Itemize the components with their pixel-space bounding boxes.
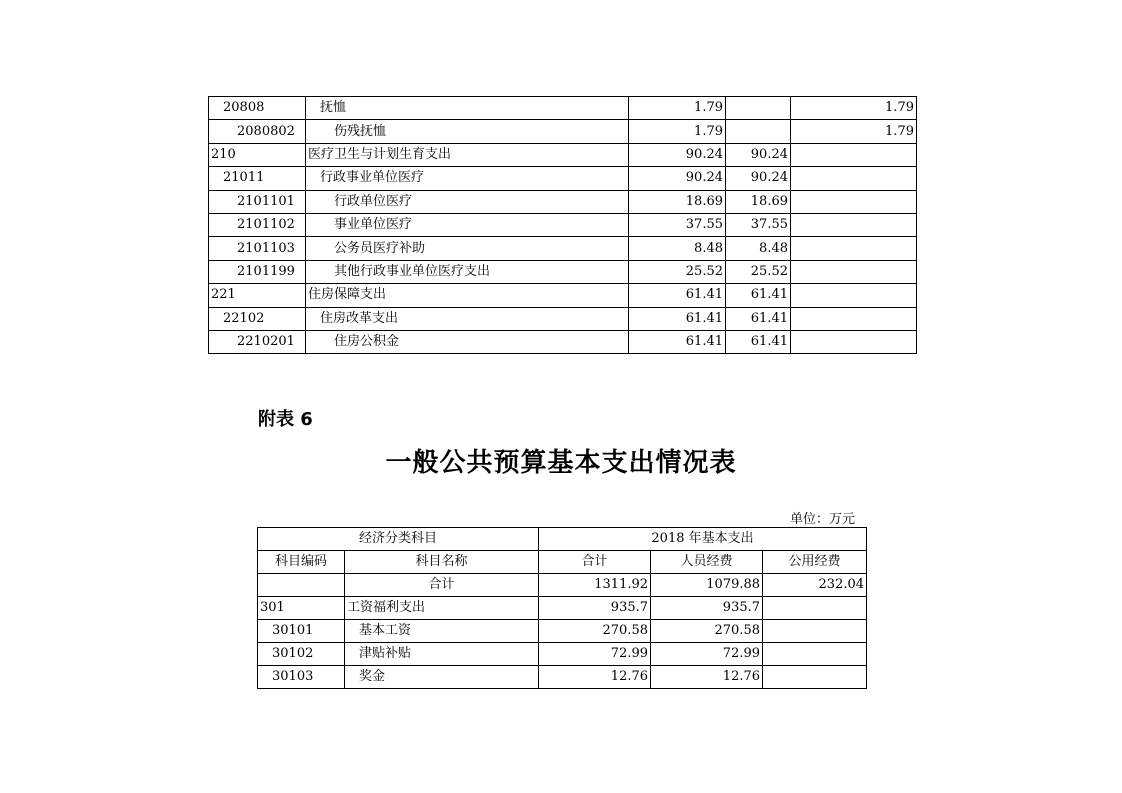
basic-expenditure-cell: 18.69 bbox=[726, 190, 791, 213]
table-row bbox=[209, 330, 917, 353]
project-expenditure-cell bbox=[791, 190, 917, 213]
table-row bbox=[209, 260, 917, 283]
total-cell: 270.58 bbox=[539, 620, 651, 643]
subject-code-cell: 30101 bbox=[258, 620, 345, 643]
subject-name-cell: 津贴补贴 bbox=[345, 643, 539, 666]
table-row bbox=[209, 307, 917, 330]
subject-code-cell: 2080802 bbox=[209, 120, 306, 143]
project-expenditure-cell bbox=[791, 260, 917, 283]
subject-name-cell: 抚恤 bbox=[306, 97, 629, 120]
total-cell: 25.52 bbox=[629, 260, 726, 283]
total-row bbox=[258, 574, 867, 597]
project-expenditure-cell: 1.79 bbox=[791, 120, 917, 143]
header-group-row bbox=[258, 528, 867, 551]
total-cell: 37.55 bbox=[629, 213, 726, 236]
subject-name-cell: 行政单位医疗 bbox=[306, 190, 629, 213]
subject-name-cell: 奖金 bbox=[345, 666, 539, 689]
subject-name-cell: 医疗卫生与计划生育支出 bbox=[306, 143, 629, 166]
public-cell bbox=[763, 643, 867, 666]
subject-code-cell: 20808 bbox=[209, 97, 306, 120]
subject-code-cell: 2210201 bbox=[209, 330, 306, 353]
header-public: 公用经费 bbox=[763, 551, 867, 574]
project-expenditure-cell bbox=[791, 330, 917, 353]
subject-name-cell: 住房公积金 bbox=[306, 330, 629, 353]
total-code-cell bbox=[258, 574, 345, 597]
project-expenditure-cell: 1.79 bbox=[791, 97, 917, 120]
subject-code-cell: 2101199 bbox=[209, 260, 306, 283]
header-personnel: 人员经费 bbox=[651, 551, 763, 574]
total-cell: 90.24 bbox=[629, 167, 726, 190]
table-row bbox=[258, 620, 867, 643]
total-cell: 1.79 bbox=[629, 120, 726, 143]
project-expenditure-cell bbox=[791, 307, 917, 330]
table-row bbox=[209, 167, 917, 190]
table-row bbox=[258, 597, 867, 620]
table-row bbox=[209, 284, 917, 307]
project-expenditure-cell bbox=[791, 143, 917, 166]
header-economic-category: 经济分类科目 bbox=[258, 528, 539, 551]
subject-code-cell: 30103 bbox=[258, 666, 345, 689]
attachment-label: 附表 6 bbox=[258, 409, 313, 430]
personnel-cell: 935.7 bbox=[651, 597, 763, 620]
subject-code-cell: 22102 bbox=[209, 307, 306, 330]
total-sum: 1311.92 bbox=[539, 574, 651, 597]
header-subject-code: 科目编码 bbox=[258, 551, 345, 574]
subject-code-cell: 2101102 bbox=[209, 213, 306, 236]
public-cell bbox=[763, 620, 867, 643]
table-row bbox=[209, 190, 917, 213]
total-cell: 12.76 bbox=[539, 666, 651, 689]
basic-expenditure-cell: 61.41 bbox=[726, 307, 791, 330]
page-title: 一般公共预算基本支出情况表 bbox=[385, 448, 737, 478]
basic-expenditure-cell: 90.24 bbox=[726, 167, 791, 190]
subject-code-cell: 210 bbox=[209, 143, 306, 166]
public-cell bbox=[763, 597, 867, 620]
table-row bbox=[209, 97, 917, 120]
basic-expenditure-cell bbox=[726, 97, 791, 120]
header-total: 合计 bbox=[539, 551, 651, 574]
subject-name-cell: 伤残抚恤 bbox=[306, 120, 629, 143]
subject-name-cell: 住房保障支出 bbox=[306, 284, 629, 307]
subject-name-cell: 公务员医疗补助 bbox=[306, 237, 629, 260]
total-cell: 61.41 bbox=[629, 284, 726, 307]
personnel-cell: 12.76 bbox=[651, 666, 763, 689]
project-expenditure-cell bbox=[791, 213, 917, 236]
subject-code-cell: 2101103 bbox=[209, 237, 306, 260]
subject-code-cell: 2101101 bbox=[209, 190, 306, 213]
table-row bbox=[258, 643, 867, 666]
total-personnel: 1079.88 bbox=[651, 574, 763, 597]
basic-expenditure-cell: 90.24 bbox=[726, 143, 791, 166]
total-cell: 8.48 bbox=[629, 237, 726, 260]
table-row bbox=[209, 143, 917, 166]
project-expenditure-cell bbox=[791, 167, 917, 190]
personnel-cell: 72.99 bbox=[651, 643, 763, 666]
total-label: 合计 bbox=[345, 574, 539, 597]
total-cell: 90.24 bbox=[629, 143, 726, 166]
subject-code-cell: 21011 bbox=[209, 167, 306, 190]
subject-code-cell: 221 bbox=[209, 284, 306, 307]
total-cell: 61.41 bbox=[629, 330, 726, 353]
total-cell: 1.79 bbox=[629, 97, 726, 120]
personnel-cell: 270.58 bbox=[651, 620, 763, 643]
subject-name-cell: 其他行政事业单位医疗支出 bbox=[306, 260, 629, 283]
table-row bbox=[209, 237, 917, 260]
basic-expenditure-cell: 37.55 bbox=[726, 213, 791, 236]
total-public: 232.04 bbox=[763, 574, 867, 597]
basic-expenditure-cell: 61.41 bbox=[726, 284, 791, 307]
header-row bbox=[258, 551, 867, 574]
table-row bbox=[209, 120, 917, 143]
subject-name-cell: 事业单位医疗 bbox=[306, 213, 629, 236]
total-cell: 18.69 bbox=[629, 190, 726, 213]
unit-label: 单位：万元 bbox=[790, 512, 856, 527]
basic-expenditure-cell: 8.48 bbox=[726, 237, 791, 260]
budget-detail-table-continued bbox=[208, 96, 917, 354]
subject-name-cell: 工资福利支出 bbox=[345, 597, 539, 620]
subject-name-cell: 行政事业单位医疗 bbox=[306, 167, 629, 190]
subject-name-cell: 住房改革支出 bbox=[306, 307, 629, 330]
header-2018-basic-expenditure: 2018 年基本支出 bbox=[539, 528, 867, 551]
total-cell: 61.41 bbox=[629, 307, 726, 330]
subject-code-cell: 301 bbox=[258, 597, 345, 620]
project-expenditure-cell bbox=[791, 237, 917, 260]
table-row bbox=[209, 213, 917, 236]
project-expenditure-cell bbox=[791, 284, 917, 307]
subject-name-cell: 基本工资 bbox=[345, 620, 539, 643]
basic-expenditure-cell: 61.41 bbox=[726, 330, 791, 353]
header-subject-name: 科目名称 bbox=[345, 551, 539, 574]
total-cell: 935.7 bbox=[539, 597, 651, 620]
total-cell: 72.99 bbox=[539, 643, 651, 666]
public-cell bbox=[763, 666, 867, 689]
table-row bbox=[258, 666, 867, 689]
basic-expenditure-cell bbox=[726, 120, 791, 143]
basic-expenditure-table bbox=[257, 527, 867, 689]
basic-expenditure-cell: 25.52 bbox=[726, 260, 791, 283]
subject-code-cell: 30102 bbox=[258, 643, 345, 666]
